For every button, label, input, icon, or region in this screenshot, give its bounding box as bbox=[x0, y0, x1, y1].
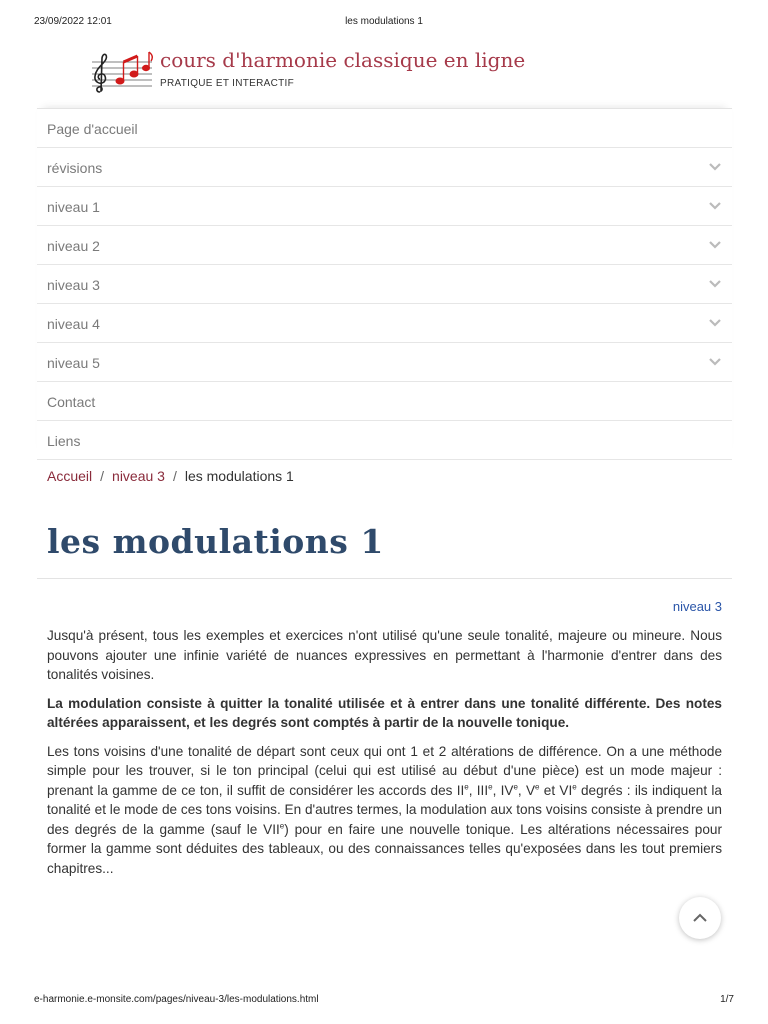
chevron-down-icon[interactable] bbox=[708, 199, 722, 213]
print-url: e-harmonie.e-monsite.com/pages/niveau-3/les-modulations.html bbox=[34, 994, 319, 1005]
chevron-down-icon[interactable] bbox=[708, 238, 722, 252]
print-header bbox=[34, 16, 734, 30]
main-navigation bbox=[37, 108, 732, 460]
nav-item-label: niveau 4 bbox=[47, 316, 100, 332]
chevron-down-icon[interactable] bbox=[708, 316, 722, 330]
chevron-down-icon[interactable] bbox=[708, 355, 722, 369]
nav-item-revisions[interactable] bbox=[37, 148, 732, 187]
title-divider bbox=[37, 578, 732, 579]
nav-item-label: Page d'accueil bbox=[47, 121, 138, 137]
nav-item-label: niveau 5 bbox=[47, 355, 100, 371]
nav-item-label: niveau 2 bbox=[47, 238, 100, 254]
music-notes-logo-icon bbox=[90, 48, 154, 96]
nav-item-contact[interactable] bbox=[37, 382, 732, 421]
nav-item-liens[interactable] bbox=[37, 421, 732, 460]
chevron-up-icon bbox=[692, 910, 708, 926]
definition-paragraph: La modulation consiste à quitter la tonalité utilisée et à entrer dans une tonalité différente. Des notes altérées apparaissent, et les degrés sont comptés à partir de la nouvelle tonique. bbox=[47, 695, 722, 730]
site-brand[interactable] bbox=[90, 48, 690, 98]
nav-item-niveau-4[interactable] bbox=[37, 304, 732, 343]
category-link[interactable]: niveau 3 bbox=[672, 599, 722, 614]
nav-item-niveau-3[interactable] bbox=[37, 265, 732, 304]
breadcrumb bbox=[47, 468, 294, 484]
neighbor-keys-paragraph: Les tons voisins d'une tonalité de départ sont ceux qui ont 1 et 2 altérations de différence. On a une méthode simple pour les trouver, si le ton principal (celui qui est utilisé au début d'une pièce) est un mode majeur : prenant la gamme de ce ton, il suffit de considérer les accords des IIe, IIIe, IVe, Ve et VIe degrés : ils indiquent la tonalité et le mode de ces tons voisins. En d'autres termes, la modulation aux tons voisins consiste à prendre un des degrés de la gamme (sauf le VIIe) pour en faire une nouvelle tonique. Les altérations nécessaires pour former la gamme sont déduites des tableaux, ou des connaissances telles qu'exposées dans les tout premiers chapitres... bbox=[47, 743, 722, 876]
breadcrumb-separator: / bbox=[172, 468, 177, 484]
breadcrumb-section-link[interactable]: niveau 3 bbox=[112, 468, 165, 484]
print-date: 23/09/2022 12:01 bbox=[34, 16, 112, 27]
chevron-down-icon[interactable] bbox=[708, 277, 722, 291]
site-title[interactable]: cours d'harmonie classique en ligne bbox=[160, 48, 526, 72]
print-footer bbox=[34, 994, 734, 1008]
nav-item-label: niveau 3 bbox=[47, 277, 100, 293]
intro-paragraph: Jusqu'à présent, tous les exemples et exercices n'ont utilisé qu'une seule tonalité, majeure ou mineure. Nous pouvons ajouter une infinie variété de nuances expressives en permettant à l'harmonie d'entrer dans des tonalités voisines. bbox=[47, 628, 722, 682]
breadcrumb-separator: / bbox=[100, 468, 105, 484]
breadcrumb-home-link[interactable]: Accueil bbox=[47, 468, 93, 484]
nav-item-home[interactable] bbox=[37, 109, 732, 148]
nav-item-niveau-5[interactable] bbox=[37, 343, 732, 382]
nav-item-niveau-1[interactable] bbox=[37, 187, 732, 226]
nav-item-label: révisions bbox=[47, 160, 103, 176]
print-page-number: 1/7 bbox=[720, 994, 734, 1005]
nav-item-label: Contact bbox=[47, 394, 96, 410]
chevron-down-icon[interactable] bbox=[708, 160, 722, 174]
back-to-top-button[interactable] bbox=[679, 897, 721, 939]
nav-item-label: niveau 1 bbox=[47, 199, 100, 215]
article-content bbox=[47, 626, 722, 887]
nav-item-niveau-2[interactable] bbox=[37, 226, 732, 265]
print-title: les modulations 1 bbox=[345, 16, 423, 27]
nav-item-label: Liens bbox=[47, 433, 81, 449]
breadcrumb-current: les modulations 1 bbox=[184, 468, 294, 484]
site-slogan: PRATIQUE ET INTERACTIF bbox=[160, 78, 295, 89]
page-title: les modulations 1 bbox=[47, 522, 384, 561]
